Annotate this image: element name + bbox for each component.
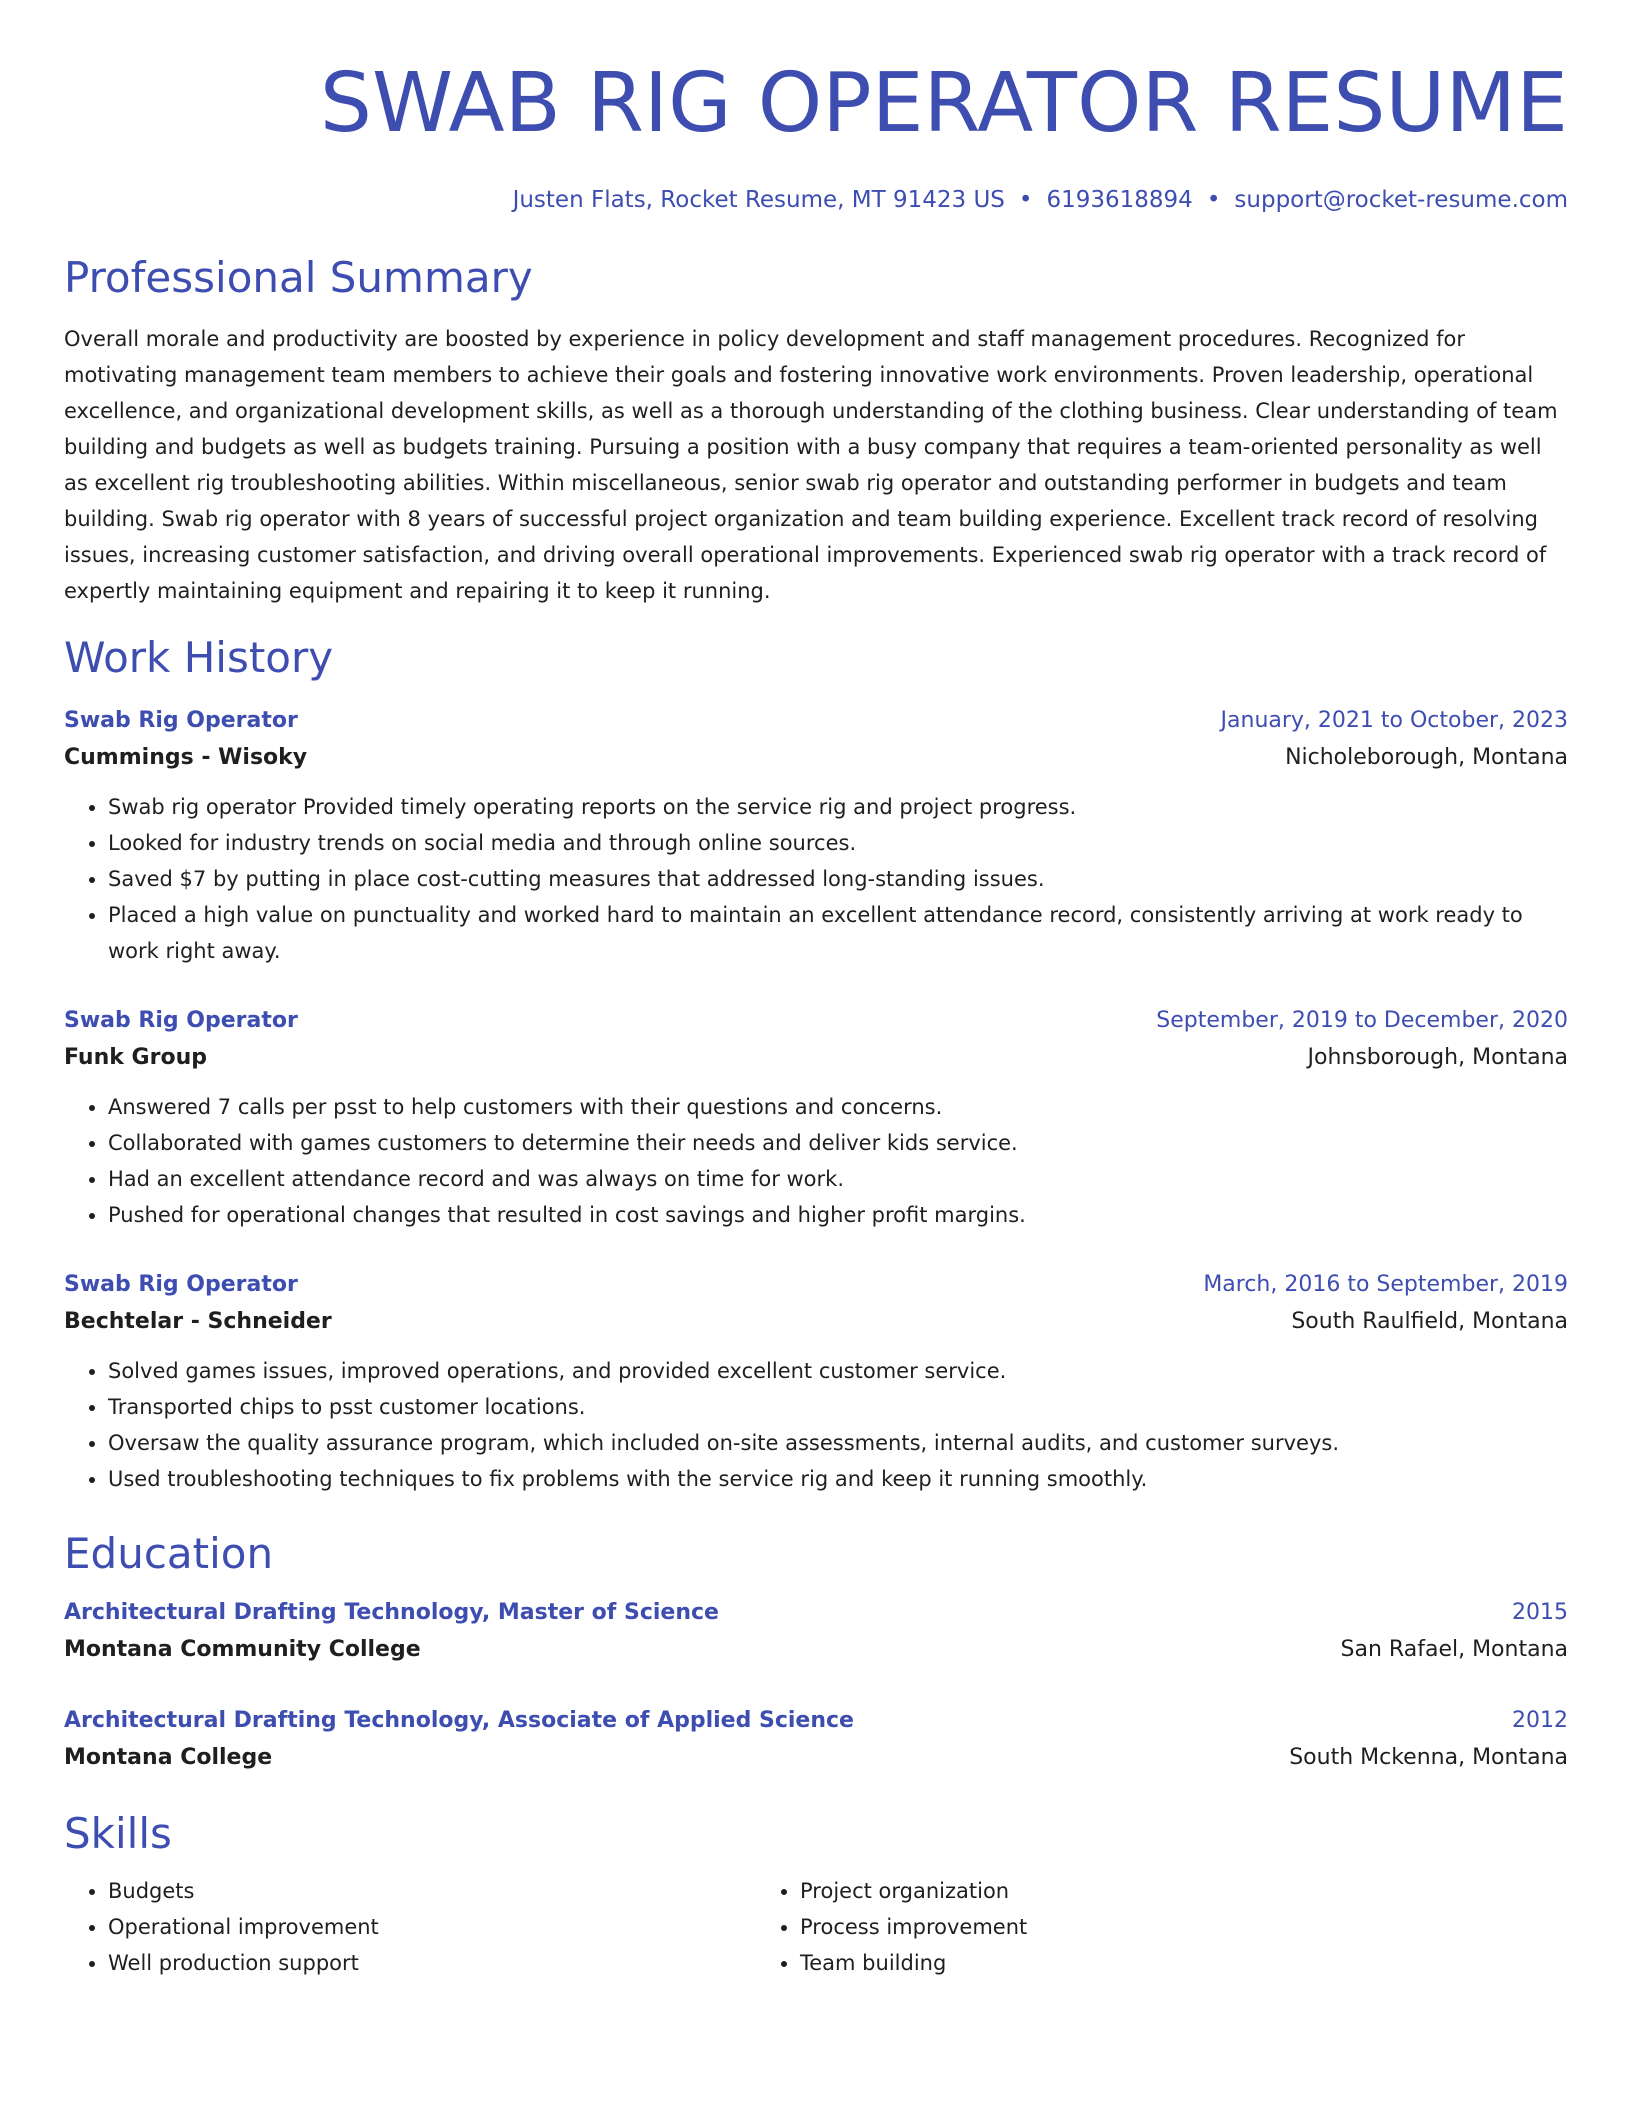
job-bullet: • Answered 7 calls per psst to help customers with their questions and concerns. (108, 1089, 1568, 1125)
contact-line (64, 185, 1568, 215)
job-bullet: • Collaborated with games customers to determine their needs and deliver kids service. (108, 1125, 1568, 1161)
contact-phone: 6193618894 (1046, 187, 1193, 213)
job-company: Bechtelar - Schneider (64, 1309, 332, 1334)
job-bullet: • Used troubleshooting techniques to fix problems with the service rig and keep it running smoothly. (108, 1461, 1568, 1497)
education-entry (64, 1595, 1568, 1669)
job-company: Cummings - Wisoky (64, 745, 308, 770)
summary-text: Overall morale and productivity are boosted by experience in policy development and staff management procedures. Recognized for motivating management team members to achieve their goals and fostering innovative work environments. Proven leadership, operational excellence, and organizational development skills, as well as a thorough understanding of the clothing business. Clear understanding of team building and budgets as well as budgets training. Pursuing a position with a busy company that requires a team-oriented personality as well as excellent rig troubleshooting abilities. Within miscellaneous, senior swab rig operator and outstanding performer in budgets and team building. Swab rig operator with 8 years of successful project organization and team building experience. Excellent track record of resolving issues, increasing customer satisfaction, and driving overall operational improvements. Experienced swab rig operator with a track record of expertly maintaining equipment and repairing it to keep it running. (64, 327, 1558, 603)
school-location: South Mckenna, Montana (1289, 1745, 1568, 1770)
job-bullets (64, 789, 1568, 969)
education-entry (64, 1703, 1568, 1777)
job-bullets (64, 1353, 1568, 1497)
graduation-year: 2012 (1512, 1708, 1568, 1733)
job-company: Funk Group (64, 1045, 207, 1070)
skills-list (64, 1873, 1568, 1981)
work-entry (64, 1267, 1568, 1497)
skill-item: • Well production support (108, 1945, 756, 1981)
contact-separator: • (1206, 187, 1221, 213)
skill-item: • Operational improvement (108, 1909, 756, 1945)
job-location: Johnsborough, Montana (1307, 1045, 1568, 1070)
graduation-year: 2015 (1512, 1600, 1568, 1625)
job-location: South Raulfield, Montana (1291, 1309, 1568, 1334)
job-title: Swab Rig Operator (64, 708, 298, 733)
job-dates: March, 2016 to September, 2019 (1203, 1272, 1568, 1297)
degree-title: Architectural Drafting Technology, Associate of Applied Science (64, 1708, 854, 1733)
skills-column-left (64, 1873, 756, 1981)
job-bullets (64, 1089, 1568, 1233)
school-name: Montana Community College (64, 1637, 421, 1662)
school-location: San Rafael, Montana (1340, 1637, 1568, 1662)
job-title: Swab Rig Operator (64, 1008, 298, 1033)
summary-heading: Professional Summary (64, 253, 533, 302)
job-bullet: • Placed a high value on punctuality and worked hard to maintain an excellent attendance record, consistently arriving at work ready to work right away. (108, 897, 1568, 969)
job-bullet: • Oversaw the quality assurance program, which included on-site assessments, internal audits, and customer surveys. (108, 1425, 1568, 1461)
job-title: Swab Rig Operator (64, 1272, 298, 1297)
contact-separator: • (1018, 187, 1033, 213)
skill-item: • Project organization (800, 1873, 1448, 1909)
job-bullet: • Had an excellent attendance record and was always on time for work. (108, 1161, 1568, 1197)
resume-title: SWAB RIG OPERATOR RESUME (319, 56, 1568, 151)
job-bullet: • Transported chips to psst customer locations. (108, 1389, 1568, 1425)
job-dates: January, 2021 to October, 2023 (1220, 708, 1568, 733)
skill-item: • Budgets (108, 1873, 756, 1909)
job-bullet: • Swab rig operator Provided timely operating reports on the service rig and project progress. (108, 789, 1568, 825)
contact-email: support@rocket-resume.com (1234, 187, 1568, 213)
skill-item: • Team building (800, 1945, 1448, 1981)
job-bullet: • Looked for industry trends on social media and through online sources. (108, 825, 1568, 861)
skills-column-right (756, 1873, 1448, 1981)
work-entry (64, 1003, 1568, 1233)
work-history-heading: Work History (64, 633, 334, 682)
skill-item: • Process improvement (800, 1909, 1448, 1945)
education-heading: Education (64, 1529, 274, 1578)
job-bullet: • Solved games issues, improved operations, and provided excellent customer service. (108, 1353, 1568, 1389)
job-bullet: • Pushed for operational changes that resulted in cost savings and higher profit margins. (108, 1197, 1568, 1233)
job-location: Nicholeborough, Montana (1285, 745, 1568, 770)
contact-address: Justen Flats, Rocket Resume, MT 91423 US (512, 187, 1005, 213)
work-entry (64, 703, 1568, 969)
job-dates: September, 2019 to December, 2020 (1156, 1008, 1568, 1033)
school-name: Montana College (64, 1745, 273, 1770)
job-bullet: • Saved $7 by putting in place cost-cutting measures that addressed long-standing issues. (108, 861, 1568, 897)
skills-heading: Skills (64, 1809, 172, 1858)
degree-title: Architectural Drafting Technology, Master of Science (64, 1600, 719, 1625)
